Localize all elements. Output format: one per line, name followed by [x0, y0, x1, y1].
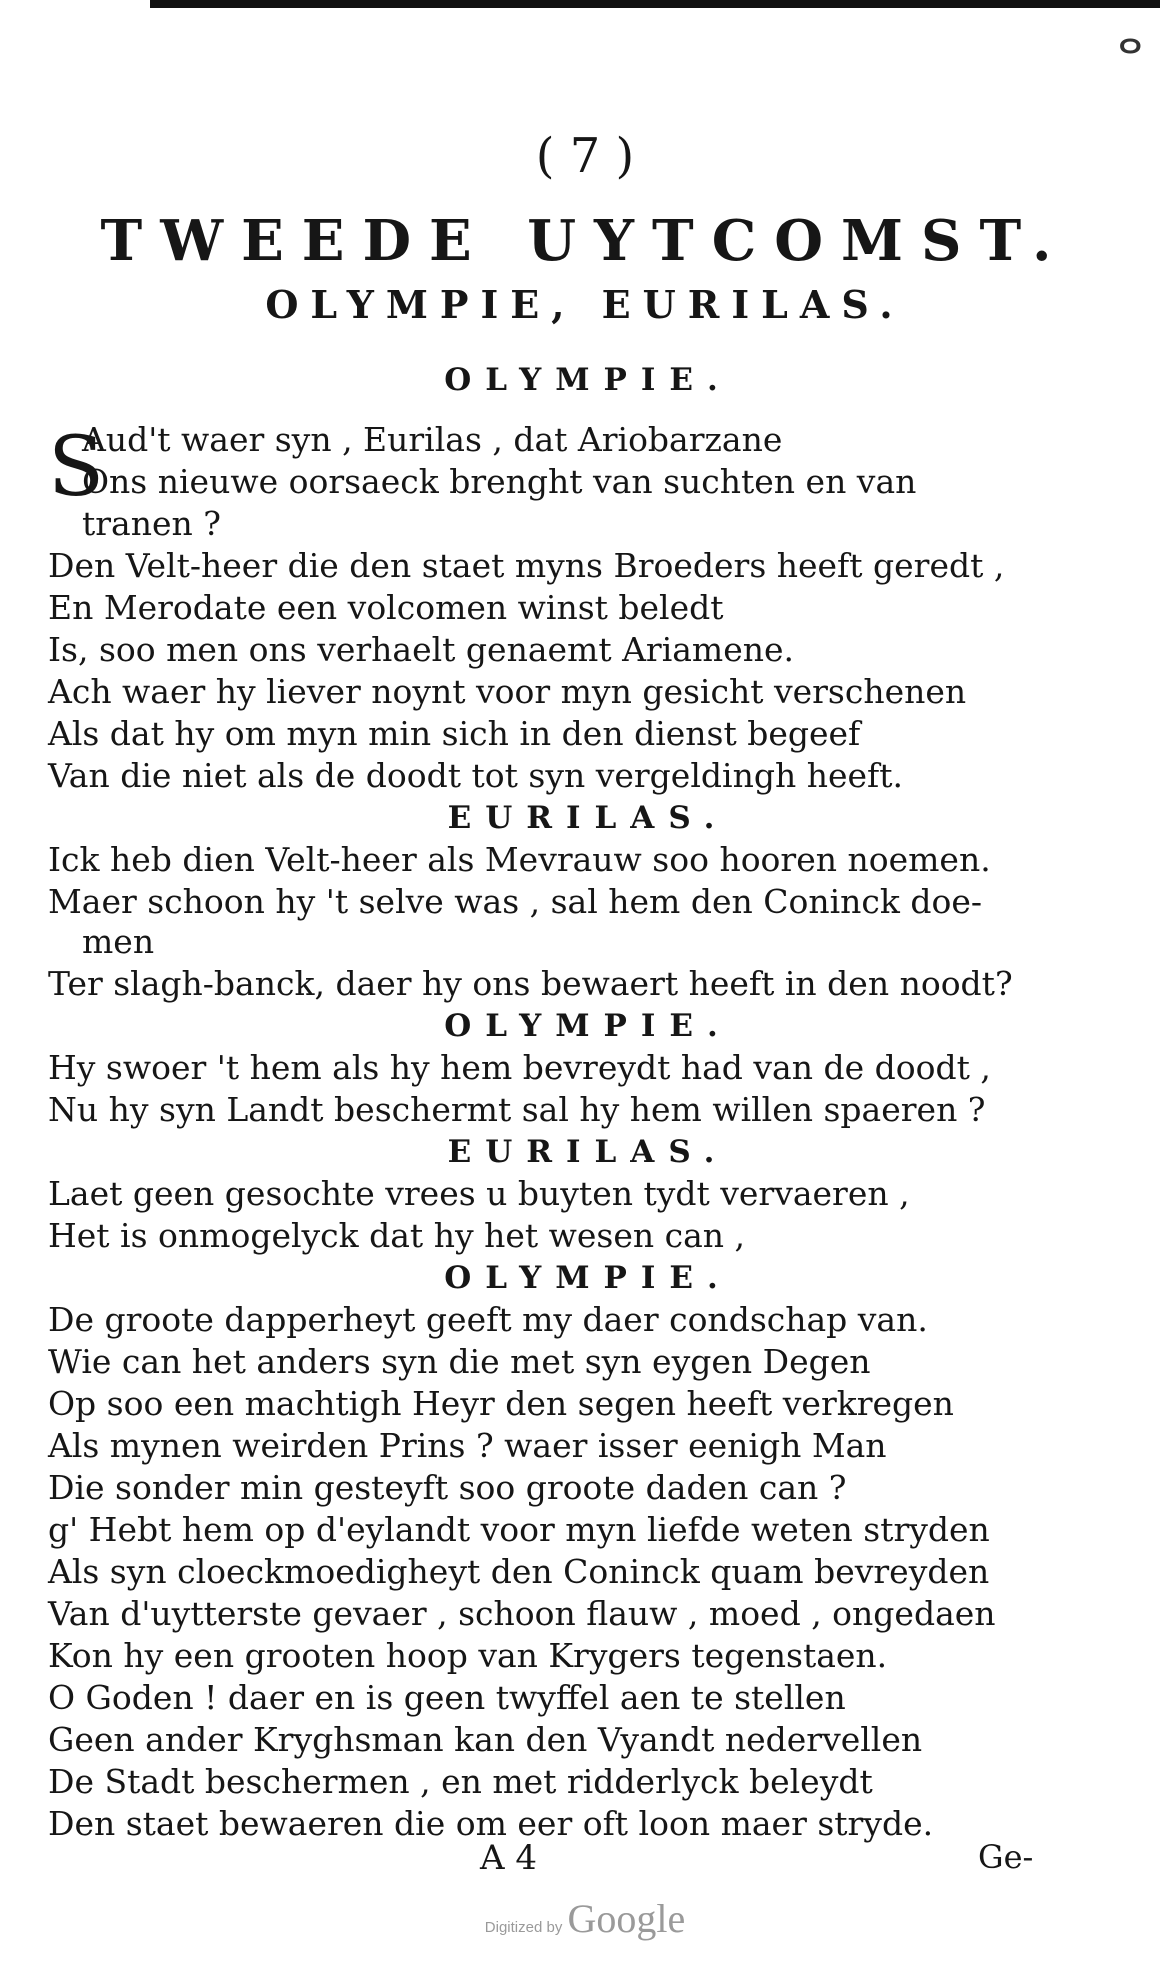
google-logo: Google	[567, 1896, 686, 1941]
verse-line: Op soo een machtigh Heyr den segen heeft verkregen	[48, 1384, 954, 1423]
verse-line: g' Hebt hem op d'eylandt voor myn liefde weten stryden	[48, 1510, 990, 1549]
verse-line: Aud't waer syn , Eurilas , dat Ariobarzane	[82, 420, 783, 459]
verse-line: Als syn cloeckmoedigheyt den Coninck quam bevreyden	[48, 1552, 990, 1591]
verse-line: Van die niet als de doodt tot syn vergeldingh heeft.	[48, 756, 903, 795]
verse-line: Hy swoer 't hem als hy hem bevreydt had van de doodt ,	[48, 1048, 991, 1087]
speaker-heading: OLYMPIE.	[444, 1260, 732, 1296]
dramatis-personae: OLYMPIE, EURILAS.	[265, 282, 905, 327]
digitization-watermark	[0, 1895, 1170, 1942]
verse-line: Wie can het anders syn die met syn eygen Degen	[48, 1342, 871, 1381]
verse-line: De Stadt beschermen , en met ridderlyck beleydt	[48, 1762, 873, 1801]
digitized-by-label: Digitized by	[484, 1919, 563, 1936]
verse-line: Laet geen gesochte vrees u buyten tydt vervaeren ,	[48, 1174, 910, 1213]
signature-mark: A 4	[480, 1838, 537, 1878]
speaker-heading: EURILAS.	[447, 1134, 729, 1170]
page-number: ( 7 )	[535, 128, 635, 184]
speaker-heading: OLYMPIE.	[444, 1008, 732, 1044]
verse-line: Die sonder min gesteyft soo groote daden can ?	[48, 1468, 847, 1507]
verse-line: Kon hy een grooten hoop van Krygers tegenstaen.	[48, 1636, 888, 1675]
verse-line: Ter slagh-banck, daer hy ons bewaert heeft in den noodt?	[48, 964, 1013, 1003]
speaker-heading: OLYMPIE.	[444, 362, 732, 398]
verse-line: En Merodate een volcomen winst beledt	[48, 588, 724, 627]
corner-mark: ⴰ	[1118, 18, 1143, 62]
verse-line: Als dat hy om myn min sich in den dienst begeef	[48, 714, 861, 753]
verse-line: Is, soo men ons verhaelt genaemt Ariamene.	[48, 630, 795, 669]
top-border-rule	[150, 0, 1160, 8]
verse-line: Nu hy syn Landt beschermt sal hy hem willen spaeren ?	[48, 1090, 986, 1129]
verse-line: Ick heb dien Velt-heer als Mevrauw soo hooren noemen.	[48, 840, 991, 879]
verse-line: Den staet bewaeren die om eer oft loon maer stryde.	[48, 1804, 934, 1843]
act-title: TWEEDE UYTCOMST.	[100, 208, 1070, 274]
verse-line: Maer schoon hy 't selve was , sal hem den Coninck doe-	[48, 882, 983, 921]
speaker-heading: EURILAS.	[447, 800, 729, 836]
verse-line: Als mynen weirden Prins ? waer isser eenigh Man	[48, 1426, 887, 1465]
verse-line: O Goden ! daer en is geen twyffel aen te stellen	[48, 1678, 846, 1717]
verse-line: Geen ander Kryghsman kan den Vyandt nedervellen	[48, 1720, 923, 1759]
verse-line: Ons nieuwe oorsaeck brenght van suchten en van	[82, 462, 917, 501]
verse-line: Het is onmogelyck dat hy het wesen can ,	[48, 1216, 745, 1255]
verse-line: tranen ?	[82, 504, 221, 543]
drop-cap: S	[48, 420, 105, 515]
verse-line: men	[82, 922, 155, 961]
verse-line: Ach waer hy liever noynt voor myn gesicht verschenen	[48, 672, 967, 711]
catchword: Ge-	[978, 1838, 1034, 1876]
verse-line: Den Velt-heer die den staet myns Broeders heeft geredt ,	[48, 546, 1005, 585]
verse-line: De groote dapperheyt geeft my daer condschap van.	[48, 1300, 928, 1339]
verse-line: Van d'uytterste gevaer , schoon flauw , moed , ongedaen	[48, 1594, 996, 1633]
